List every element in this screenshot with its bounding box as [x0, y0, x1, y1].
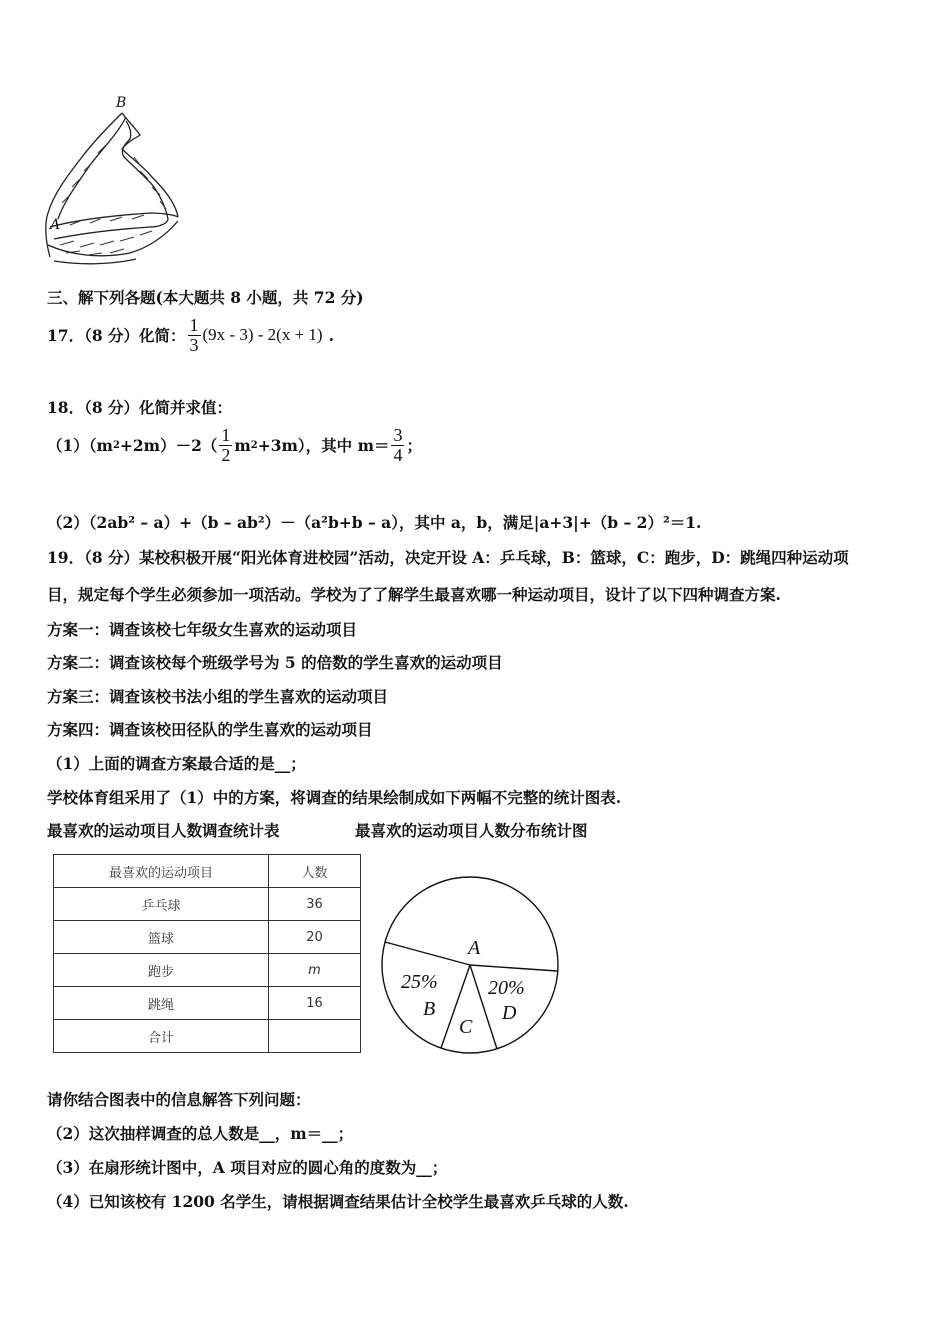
q17-suffix: .	[328, 325, 334, 345]
q18p1-frac2-den: 4	[393, 444, 403, 465]
q18p1-b: m	[234, 435, 251, 455]
q17-expression: (9x - 3) - 2(x + 1)	[202, 325, 323, 345]
table-cell: m	[269, 954, 361, 987]
q19-line-1: 19．（8 分）某校积极开展“阳光体育进校园”活动，决定开设 A：乒乓球，B：篮球，C：跑步，D：跳绳四种运动项	[47, 548, 849, 567]
pie-label-a: A	[468, 937, 481, 959]
table-cell: 篮球	[54, 921, 269, 954]
river-figure	[40, 95, 190, 270]
q18p1-frac-num: 1	[221, 425, 231, 445]
q19-plan-1: 方案一：调查该校七年级女生喜欢的运动项目	[47, 620, 358, 639]
table-cell: 36	[269, 888, 361, 921]
q19-intro: 学校体育组采用了（1）中的方案，将调查的结果绘制成如下两幅不完整的统计图表.	[47, 788, 622, 807]
q18p1-start: （1）（m	[47, 436, 113, 456]
q18p1-fraction	[219, 426, 232, 465]
table-row	[54, 921, 361, 954]
table-cell: 乒乓球	[54, 888, 269, 921]
question-18-title: 18．（8 分）化简并求值：	[47, 398, 233, 417]
pie-percent-b: 25%	[401, 971, 438, 993]
q17-frac-den: 3	[189, 334, 199, 355]
table-caption: 最喜欢的运动项目人数调查统计表	[47, 821, 280, 840]
q17-fraction	[188, 316, 201, 355]
chart-caption: 最喜欢的运动项目人数分布统计图	[355, 821, 588, 840]
q19-sub-3: （3）在扇形统计图中，A 项目对应的圆心角的度数为__；	[47, 1158, 448, 1177]
table-row	[54, 987, 361, 1020]
figure-label-a: A	[50, 217, 61, 233]
table-header-row	[54, 855, 361, 888]
q19-line-2: 目，规定每个学生必须参加一项活动。学校为了了解学生最喜欢哪一种运动项目，设计了以下四种调查方案.	[47, 585, 781, 604]
table-cell: 跳绳	[54, 987, 269, 1020]
q19-sub-1: （1）上面的调查方案最合适的是__；	[47, 754, 306, 773]
q18p1-c: +3m），其中 m＝	[257, 436, 390, 456]
q19-plan-4: 方案四：调查该校田径队的学生喜欢的运动项目	[47, 720, 373, 739]
q18p1-end: ；	[406, 436, 422, 456]
question-18-part-1: （1）（m 2 +2m）－2（ $\frac{1}{2}$ m 2 +3m），其中 m＝ $\frac{3}{4}$ ；	[47, 425, 422, 465]
q19-prompt: 请你结合图表中的信息解答下列问题：	[47, 1090, 311, 1109]
table-row	[54, 888, 361, 921]
table-header-cell: 人数	[269, 855, 361, 888]
question-17	[47, 316, 334, 355]
q19-sub-4: （4）已知该校有 1200 名学生，请根据调查结果估计全校学生最喜欢乒乓球的人数.	[47, 1192, 629, 1211]
pie-label-d: D	[502, 1002, 517, 1024]
question-18-part-2: （2）（2ab² – a）+（b – ab²）－（a²b+b – a），其中 a，b，满足|a+3|+（b – 2）²＝1.	[47, 513, 702, 532]
figure-label-b: B	[116, 95, 127, 111]
pie-label-b: B	[423, 998, 436, 1020]
section-title: 三、解下列各题(本大题共 8 小题，共 72 分)	[47, 288, 364, 307]
table-row	[54, 954, 361, 987]
table-cell: 20	[269, 921, 361, 954]
q17-frac-num: 1	[189, 315, 199, 335]
q18p1-frac-den: 2	[221, 444, 231, 465]
pie-percent-d: 20%	[488, 977, 525, 999]
table-cell: 16	[269, 987, 361, 1020]
table-header-cell: 最喜欢的运动项目	[54, 855, 269, 888]
q18p1-a: +2m）－2（	[119, 436, 218, 456]
q17-prefix: 17．（8 分）化简：	[47, 326, 186, 346]
q19-plan-3: 方案三：调查该校书法小组的学生喜欢的运动项目	[47, 687, 389, 706]
table-row	[54, 1020, 361, 1053]
q19-plan-2: 方案二：调查该校每个班级学号为 5 的倍数的学生喜欢的运动项目	[47, 653, 503, 672]
q18p1-frac2-num: 3	[393, 425, 403, 445]
q19-sub-2: （2）这次抽样调查的总人数是__，m＝__；	[47, 1124, 354, 1143]
table-cell	[269, 1020, 361, 1053]
pie-chart	[375, 870, 565, 1060]
pie-label-c: C	[459, 1016, 473, 1038]
table-cell: 跑步	[54, 954, 269, 987]
q18p1-fraction-2	[391, 426, 404, 465]
survey-table	[53, 854, 361, 1053]
table-cell: 合计	[54, 1020, 269, 1053]
